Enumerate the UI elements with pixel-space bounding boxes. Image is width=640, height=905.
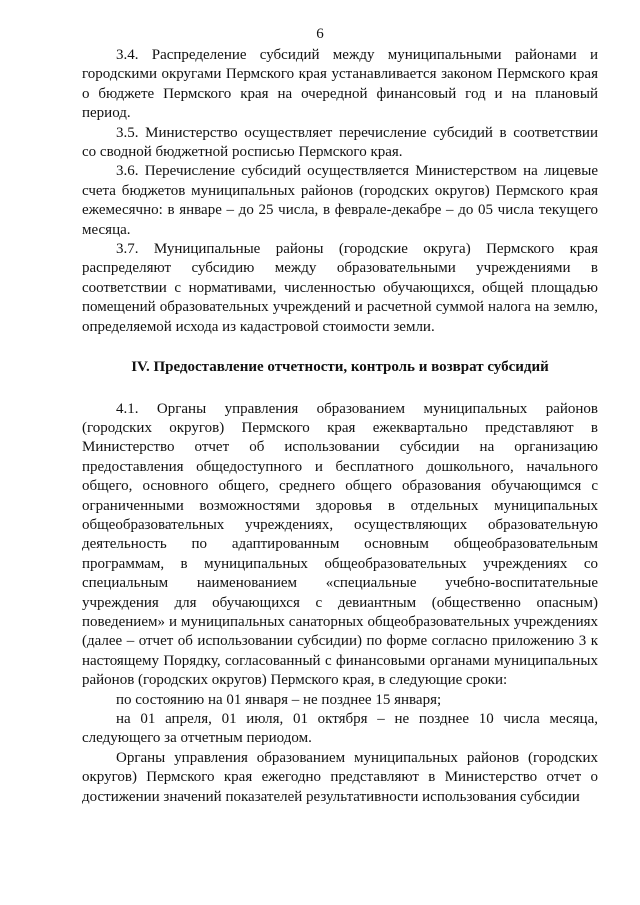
paragraph-4-1: 4.1. Органы управления образованием муниципальных районов (городских округов) Пермского края ежеквартально представляют в Министерство отчет об использовании субсидии на организацию предоставления общедоступного и бесплатного дошкольного, начального общего, основного общего, среднего общего образования обучающимся с ограниченными возможностями здоровья в отдельных муниципальных общеобразовательных учреждениях, осуществляющих образовательную деятельность по адаптированным основным общеобразовательным программам, в муниципальных общеобразовательных учреждениях со специальным наименованием «специальные учебно-воспитательные учреждения для обучающихся с девиантным (общественно опасным) поведением» и муниципальных санаторных общеобразовательных учреждениях (далее – отчет об использовании субсидии) по форме согласно приложению 3 к настоящему Порядку, согласованный с финансовыми органами муниципальных районов (городских округов) Пермского края, в следующие сроки: <box>82 400 598 689</box>
deadline-item-quarterly: на 01 апреля, 01 июля, 01 октября – не позднее 10 числа месяца, следующего за отчетным периодом. <box>82 711 598 747</box>
paragraph-3-7: 3.7. Муниципальные районы (городские округа) Пермского края распределяют субсидию между образовательными учреждениями в соответствии с нормативами, численностью обучающихся, общей площадью помещений образовательных учреждений и расчетной суммой налога на землю, определяемой исхода из кадастровой стоимости земли. <box>82 241 598 335</box>
paragraph-3-6: 3.6. Перечисление субсидий осуществляется Министерством на лицевые счета бюджетов муниципальных районов (городских округов) Пермского края ежемесячно: в январе – до 25 числа, в феврале-декабре – до 05 числа текущего месяца. <box>82 163 598 238</box>
section-heading: IV. Предоставление отчетности, контроль и возврат субсидий <box>131 359 549 376</box>
paragraph-3-4: 3.4. Распределение субсидий между муниципальными районами и городскими округами Пермского края устанавливается законом Пермского края о бюджете Пермского края на очередной финансовый год и на плановый период. <box>82 47 598 122</box>
document-body <box>82 46 598 807</box>
page-number: 6 <box>316 26 324 42</box>
deadline-item-january: по состоянию на 01 января – не позднее 15 января; <box>116 691 442 708</box>
paragraph-3-5: 3.5. Министерство осуществляет перечисление субсидий в соответствии со сводной бюджетной росписью Пермского края. <box>82 124 598 161</box>
paragraph-annual-report: Органы управления образованием муниципальных районов (городских округов) Пермского края ежегодно представляют в Министерство отчет о достижении значений показателей результативности использования субсидии <box>82 749 598 805</box>
